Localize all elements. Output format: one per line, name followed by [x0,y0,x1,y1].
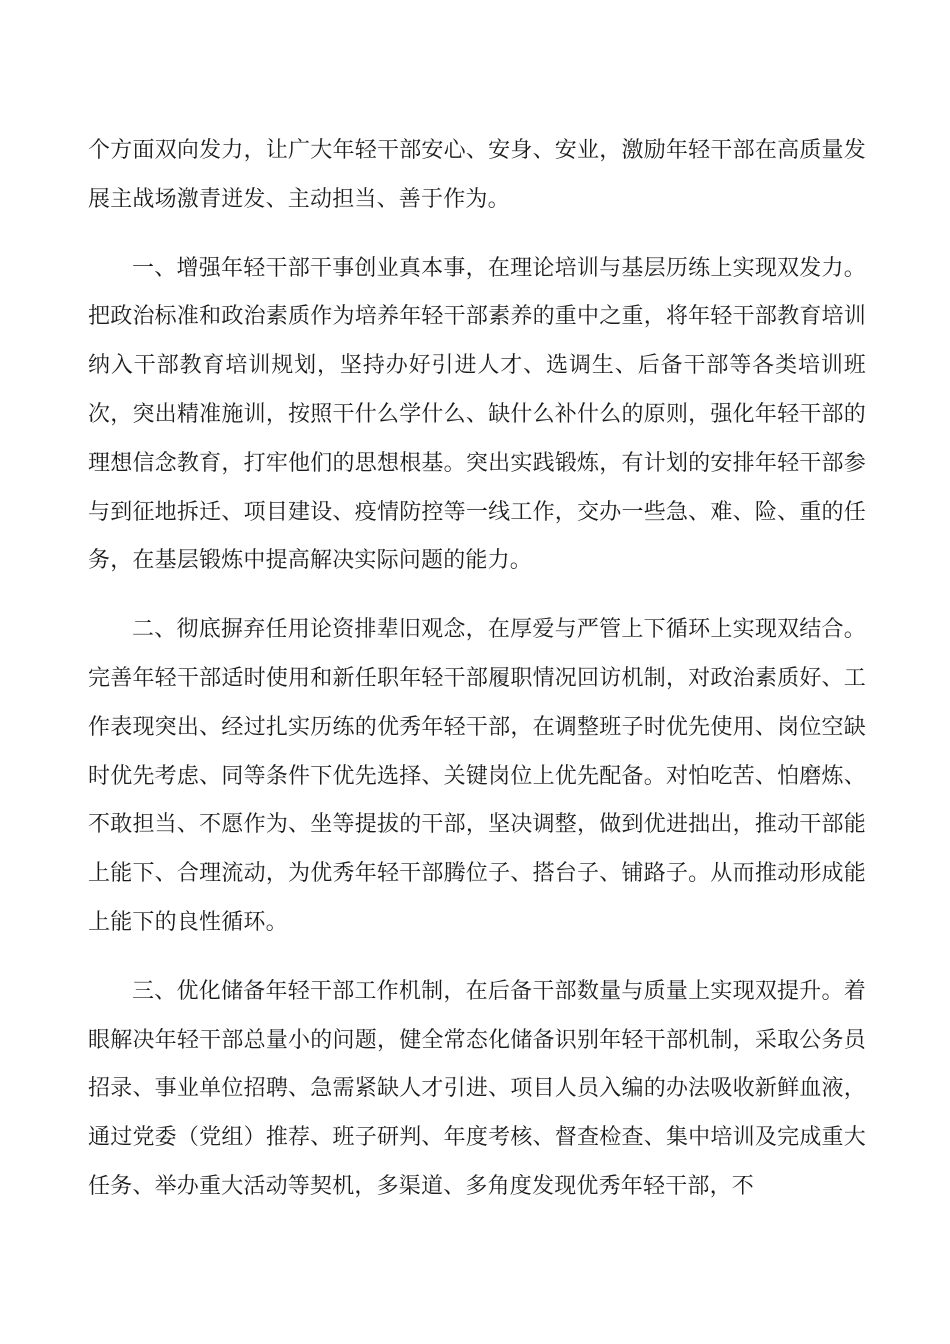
paragraph-section-one: 一、增强年轻干部干事创业真本事，在理论培训与基层历练上实现双发力。把政治标准和政治素质作为培养年轻干部素养的重中之重，将年轻干部教育培训纳入干部教育培训规划，坚持办好引进人才、选调生、后备干部等各类培训班次，突出精准施训，按照干什么学什么、缺什么补什么的原则，强化年轻干部的理想信念教育，打牢他们的思想根基。突出实践锻炼，有计划的安排年轻干部参与到征地拆迁、项目建设、疫情防控等一线工作，交办一些急、难、险、重的任务，在基层锻炼中提高解决实际问题的能力。 [88,255,866,574]
paragraph-section-two: 二、彻底摒弃任用论资排辈旧观念，在厚爱与严管上下循环上实现双结合。完善年轻干部适时使用和新任职年轻干部履职情况回访机制，对政治素质好、工作表现突出、经过扎实历练的优秀年轻干部，在调整班子时优先使用、岗位空缺时优先考虑、同等条件下优先选择、关键岗位上优先配备。对怕吃苦、怕磨炼、不敢担当、不愿作为、坐等提拔的干部，坚决调整，做到优进拙出，推动干部能上能下、合理流动，为优秀年轻干部腾位子、搭台子、铺路子。从而推动形成能上能下的良性循环。 [88,617,866,935]
document-body [88,127,866,1232]
paragraph-section-three: 三、优化储备年轻干部工作机制，在后备干部数量与质量上实现双提升。着眼解决年轻干部总量小的问题，健全常态化储备识别年轻干部机制，采取公务员招录、事业单位招聘、急需紧缺人才引进、项目人员入编的办法吸收新鲜血液，通过党委（党组）推荐、班子研判、年度考核、督查检查、集中培训及完成重大任务、举办重大活动等契机，多渠道、多角度发现优秀年轻干部，不 [88,978,866,1199]
paragraph-continuation: 个方面双向发力，让广大年轻干部安心、安身、安业，激励年轻干部在高质量发展主战场激青迸发、主动担当、善于作为。 [88,138,866,212]
